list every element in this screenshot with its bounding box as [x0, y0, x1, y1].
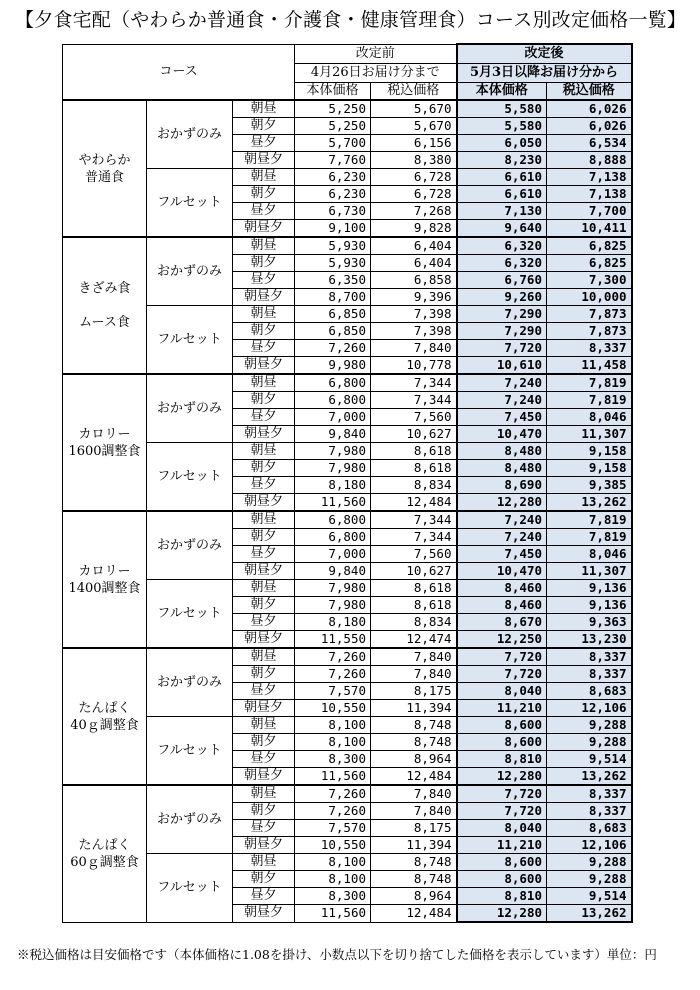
meal-type: 朝夕: [233, 323, 295, 340]
after-tax-price: 8,337: [547, 340, 632, 357]
before-base-price: 10,550: [295, 700, 371, 717]
meal-type: 朝夕: [233, 118, 295, 135]
meal-type: 昼夕: [233, 683, 295, 700]
header-before-sub: 4月26日お届け分まで: [295, 64, 457, 83]
before-tax-price: 10,778: [371, 357, 457, 375]
after-tax-price: 7,138: [547, 186, 632, 203]
before-base-price: 11,560: [295, 768, 371, 786]
after-base-price: 10,610: [457, 357, 547, 375]
after-base-price: 10,470: [457, 563, 547, 580]
before-base-price: 6,800: [295, 392, 371, 409]
after-tax-price: 11,307: [547, 563, 632, 580]
after-base-price: 8,690: [457, 477, 547, 494]
before-tax-price: 7,840: [371, 666, 457, 683]
after-tax-price: 9,158: [547, 443, 632, 460]
meal-type: 朝夕: [233, 734, 295, 751]
before-tax-price: 6,728: [371, 169, 457, 186]
after-tax-price: 8,337: [547, 803, 632, 820]
before-base-price: 8,180: [295, 477, 371, 494]
course-group-name: [63, 237, 147, 374]
before-base-price: 6,850: [295, 323, 371, 340]
after-base-price: 7,450: [457, 546, 547, 563]
before-tax-price: 7,560: [371, 546, 457, 563]
before-base-price: 7,260: [295, 666, 371, 683]
before-base-price: 7,760: [295, 152, 371, 169]
table-row: [63, 580, 632, 597]
meal-type: 朝夕: [233, 529, 295, 546]
after-base-price: 7,130: [457, 203, 547, 220]
after-base-price: 6,050: [457, 135, 547, 152]
before-base-price: 9,980: [295, 357, 371, 375]
before-base-price: 9,100: [295, 220, 371, 238]
table-row: [63, 511, 632, 529]
meal-type: 朝昼: [233, 306, 295, 323]
after-base-price: 12,280: [457, 494, 547, 512]
after-tax-price: 13,262: [547, 905, 632, 923]
before-tax-price: 11,394: [371, 700, 457, 717]
after-tax-price: 6,534: [547, 135, 632, 152]
meal-type: 朝昼: [233, 580, 295, 597]
meal-type: 昼夕: [233, 546, 295, 563]
meal-type: 昼夕: [233, 477, 295, 494]
meal-type: 昼夕: [233, 888, 295, 905]
after-tax-price: 7,819: [547, 392, 632, 409]
course-group-line: やわらか: [78, 152, 131, 168]
page-title: 【夕食宅配（やわらか普通食・介護食・健康管理食）コース別改定価格一覧】: [15, 9, 687, 31]
before-base-price: 7,000: [295, 409, 371, 426]
after-base-price: 12,250: [457, 631, 547, 649]
after-base-price: 7,240: [457, 392, 547, 409]
before-tax-price: 9,396: [371, 289, 457, 306]
before-base-price: 10,550: [295, 837, 371, 854]
after-tax-price: 9,363: [547, 614, 632, 631]
header-after-base: 本体価格: [457, 83, 547, 101]
course-group-name: [63, 511, 147, 648]
meal-type: 朝夕: [233, 392, 295, 409]
course-group-line: 1600調整食: [68, 443, 141, 459]
sub-course-name: おかずのみ: [147, 237, 233, 306]
meal-type: 昼夕: [233, 751, 295, 768]
meal-type: 朝夕: [233, 803, 295, 820]
before-base-price: 8,300: [295, 751, 371, 768]
course-group-line: たんぱく: [78, 700, 131, 716]
meal-type: 朝夕: [233, 666, 295, 683]
course-group-line: カロリー: [78, 426, 131, 442]
table-row: [63, 717, 632, 734]
before-tax-price: 7,344: [371, 511, 457, 529]
before-base-price: 11,560: [295, 494, 371, 512]
meal-type: 昼夕: [233, 340, 295, 357]
before-base-price: 6,800: [295, 529, 371, 546]
header-after-tax: 税込価格: [547, 83, 632, 101]
after-base-price: 8,600: [457, 734, 547, 751]
after-base-price: 7,720: [457, 803, 547, 820]
before-tax-price: 7,398: [371, 323, 457, 340]
before-base-price: 7,980: [295, 580, 371, 597]
before-tax-price: 12,484: [371, 494, 457, 512]
after-base-price: 6,320: [457, 237, 547, 255]
before-tax-price: 7,268: [371, 203, 457, 220]
meal-type: 朝昼夕: [233, 357, 295, 375]
after-tax-price: 6,026: [547, 118, 632, 135]
course-group-line: カロリー: [78, 563, 131, 579]
meal-type: 朝昼: [233, 648, 295, 666]
table-row: [63, 648, 632, 666]
after-tax-price: 11,458: [547, 357, 632, 375]
before-tax-price: 8,618: [371, 597, 457, 614]
meal-type: 朝昼夕: [233, 426, 295, 443]
sub-course-name: フルセット: [147, 306, 233, 375]
after-tax-price: 6,825: [547, 255, 632, 272]
before-tax-price: 5,670: [371, 100, 457, 118]
after-base-price: 8,460: [457, 597, 547, 614]
sub-course-name: おかずのみ: [147, 785, 233, 854]
before-base-price: 8,100: [295, 717, 371, 734]
after-base-price: 8,810: [457, 888, 547, 905]
before-tax-price: 8,380: [371, 152, 457, 169]
after-tax-price: 9,514: [547, 751, 632, 768]
before-tax-price: 7,344: [371, 392, 457, 409]
after-base-price: 9,640: [457, 220, 547, 238]
after-tax-price: 7,819: [547, 374, 632, 392]
meal-type: 朝昼夕: [233, 494, 295, 512]
meal-type: 朝昼夕: [233, 905, 295, 923]
meal-type: 朝昼: [233, 443, 295, 460]
after-base-price: 5,580: [457, 100, 547, 118]
after-tax-price: 9,158: [547, 460, 632, 477]
before-tax-price: 8,834: [371, 614, 457, 631]
after-base-price: 8,460: [457, 580, 547, 597]
sub-course-name: フルセット: [147, 854, 233, 923]
sub-course-name: おかずのみ: [147, 100, 233, 169]
after-base-price: 7,240: [457, 511, 547, 529]
before-tax-price: 7,398: [371, 306, 457, 323]
before-base-price: 7,260: [295, 803, 371, 820]
before-base-price: 11,550: [295, 631, 371, 649]
meal-type: 昼夕: [233, 203, 295, 220]
after-tax-price: 8,337: [547, 648, 632, 666]
after-tax-price: 8,046: [547, 546, 632, 563]
before-base-price: 6,850: [295, 306, 371, 323]
after-base-price: 6,610: [457, 186, 547, 203]
course-group-name: [63, 374, 147, 511]
before-base-price: 7,260: [295, 648, 371, 666]
header-course: コース: [63, 44, 295, 100]
price-table: [62, 43, 633, 923]
before-tax-price: 7,344: [371, 529, 457, 546]
after-tax-price: 7,700: [547, 203, 632, 220]
after-base-price: 8,600: [457, 871, 547, 888]
meal-type: 昼夕: [233, 135, 295, 152]
after-base-price: 8,600: [457, 854, 547, 871]
meal-type: 朝昼: [233, 854, 295, 871]
after-tax-price: 8,337: [547, 666, 632, 683]
before-tax-price: 8,964: [371, 888, 457, 905]
before-base-price: 7,260: [295, 340, 371, 357]
before-tax-price: 10,627: [371, 426, 457, 443]
meal-type: 昼夕: [233, 409, 295, 426]
before-tax-price: 8,618: [371, 443, 457, 460]
meal-type: 朝昼夕: [233, 152, 295, 169]
before-base-price: 6,800: [295, 511, 371, 529]
before-tax-price: 5,670: [371, 118, 457, 135]
header-after-label: 改定後: [457, 44, 632, 64]
meal-type: 昼夕: [233, 820, 295, 837]
after-tax-price: 9,288: [547, 734, 632, 751]
before-base-price: 7,980: [295, 443, 371, 460]
before-base-price: 9,840: [295, 563, 371, 580]
table-row: [63, 374, 632, 392]
before-tax-price: 7,344: [371, 374, 457, 392]
after-tax-price: 6,825: [547, 237, 632, 255]
after-tax-price: 11,307: [547, 426, 632, 443]
after-tax-price: 9,288: [547, 717, 632, 734]
table-row: [63, 785, 632, 803]
before-tax-price: 12,484: [371, 768, 457, 786]
after-base-price: 5,580: [457, 118, 547, 135]
table-row: [63, 169, 632, 186]
meal-type: 朝昼夕: [233, 220, 295, 238]
after-tax-price: 9,288: [547, 854, 632, 871]
sub-course-name: おかずのみ: [147, 648, 233, 717]
after-tax-price: 9,136: [547, 580, 632, 597]
after-tax-price: 9,514: [547, 888, 632, 905]
after-tax-price: 13,230: [547, 631, 632, 649]
meal-type: 朝夕: [233, 255, 295, 272]
after-base-price: 8,040: [457, 683, 547, 700]
after-base-price: 7,720: [457, 666, 547, 683]
table-row: [63, 237, 632, 255]
after-tax-price: 8,046: [547, 409, 632, 426]
before-base-price: 5,700: [295, 135, 371, 152]
meal-type: 朝夕: [233, 186, 295, 203]
meal-type: 朝昼夕: [233, 768, 295, 786]
table-row: [63, 443, 632, 460]
before-tax-price: 7,840: [371, 648, 457, 666]
before-tax-price: 8,748: [371, 717, 457, 734]
after-tax-price: 7,873: [547, 306, 632, 323]
before-base-price: 6,800: [295, 374, 371, 392]
after-tax-price: 7,138: [547, 169, 632, 186]
meal-type: 昼夕: [233, 614, 295, 631]
meal-type: 朝昼: [233, 237, 295, 255]
after-base-price: 7,720: [457, 785, 547, 803]
meal-type: 昼夕: [233, 272, 295, 289]
after-base-price: 7,240: [457, 374, 547, 392]
before-tax-price: 8,175: [371, 683, 457, 700]
after-tax-price: 9,288: [547, 871, 632, 888]
before-tax-price: 7,840: [371, 803, 457, 820]
before-tax-price: 7,840: [371, 785, 457, 803]
after-tax-price: 12,106: [547, 700, 632, 717]
after-base-price: 8,230: [457, 152, 547, 169]
before-tax-price: 9,828: [371, 220, 457, 238]
after-base-price: 8,670: [457, 614, 547, 631]
after-base-price: 7,240: [457, 529, 547, 546]
after-base-price: 8,040: [457, 820, 547, 837]
before-base-price: 8,100: [295, 734, 371, 751]
after-base-price: 6,610: [457, 169, 547, 186]
after-tax-price: 10,000: [547, 289, 632, 306]
header-before-tax: 税込価格: [371, 83, 457, 101]
after-tax-price: 8,337: [547, 785, 632, 803]
before-tax-price: 7,560: [371, 409, 457, 426]
after-base-price: 7,450: [457, 409, 547, 426]
after-base-price: 11,210: [457, 700, 547, 717]
before-tax-price: 8,175: [371, 820, 457, 837]
before-tax-price: 6,858: [371, 272, 457, 289]
before-base-price: 6,230: [295, 186, 371, 203]
after-tax-price: 13,262: [547, 768, 632, 786]
before-tax-price: 12,484: [371, 905, 457, 923]
before-base-price: 8,300: [295, 888, 371, 905]
after-tax-price: 6,026: [547, 100, 632, 118]
before-base-price: 7,000: [295, 546, 371, 563]
before-base-price: 5,250: [295, 118, 371, 135]
sub-course-name: フルセット: [147, 443, 233, 512]
course-group-name: [63, 648, 147, 785]
before-base-price: 7,980: [295, 460, 371, 477]
course-group-line: きざみ食: [78, 281, 131, 296]
course-group-line: たんぱく: [78, 837, 131, 853]
table-row: [63, 306, 632, 323]
after-base-price: 7,290: [457, 306, 547, 323]
after-tax-price: 12,106: [547, 837, 632, 854]
before-base-price: 6,730: [295, 203, 371, 220]
after-tax-price: 7,819: [547, 529, 632, 546]
before-tax-price: 11,394: [371, 837, 457, 854]
meal-type: 朝夕: [233, 460, 295, 477]
after-tax-price: 7,819: [547, 511, 632, 529]
before-tax-price: 8,748: [371, 854, 457, 871]
after-tax-price: 9,385: [547, 477, 632, 494]
after-tax-price: 8,683: [547, 820, 632, 837]
before-base-price: 8,100: [295, 854, 371, 871]
sub-course-name: フルセット: [147, 169, 233, 238]
table-row: [63, 854, 632, 871]
after-base-price: 7,720: [457, 648, 547, 666]
meal-type: 朝昼: [233, 511, 295, 529]
meal-type: 朝昼: [233, 785, 295, 803]
after-tax-price: 8,888: [547, 152, 632, 169]
meal-type: 朝昼夕: [233, 289, 295, 306]
course-group-line: 40ｇ調整食: [70, 717, 139, 733]
meal-type: 朝昼夕: [233, 563, 295, 580]
meal-type: 朝夕: [233, 597, 295, 614]
sub-course-name: おかずのみ: [147, 374, 233, 443]
after-tax-price: 13,262: [547, 494, 632, 512]
before-tax-price: 8,964: [371, 751, 457, 768]
after-tax-price: 7,873: [547, 323, 632, 340]
meal-type: 朝昼夕: [233, 837, 295, 854]
footnote: ※税込価格は目安価格です（本体価格に1.08を掛け、小数点以下を切り捨てした価格を表示しています）単位：円: [17, 947, 657, 962]
sub-course-name: フルセット: [147, 717, 233, 786]
before-base-price: 5,930: [295, 255, 371, 272]
sub-course-name: おかずのみ: [147, 511, 233, 580]
after-base-price: 6,760: [457, 272, 547, 289]
after-tax-price: 10,411: [547, 220, 632, 238]
before-base-price: 7,980: [295, 597, 371, 614]
before-base-price: 8,100: [295, 871, 371, 888]
course-group-line: 60ｇ調整食: [70, 854, 139, 870]
before-tax-price: 6,156: [371, 135, 457, 152]
before-base-price: 7,570: [295, 683, 371, 700]
after-base-price: 10,470: [457, 426, 547, 443]
before-tax-price: 8,618: [371, 460, 457, 477]
before-base-price: 11,560: [295, 905, 371, 923]
before-tax-price: 7,840: [371, 340, 457, 357]
after-base-price: 8,810: [457, 751, 547, 768]
before-tax-price: 10,627: [371, 563, 457, 580]
meal-type: 朝昼夕: [233, 700, 295, 717]
after-base-price: 12,280: [457, 768, 547, 786]
before-base-price: 5,250: [295, 100, 371, 118]
before-tax-price: 8,834: [371, 477, 457, 494]
meal-type: 朝夕: [233, 871, 295, 888]
before-base-price: 6,350: [295, 272, 371, 289]
price-table-body: [63, 100, 632, 922]
after-base-price: 12,280: [457, 905, 547, 923]
after-base-price: 8,480: [457, 443, 547, 460]
before-tax-price: 12,474: [371, 631, 457, 649]
after-tax-price: 7,300: [547, 272, 632, 289]
meal-type: 朝昼: [233, 169, 295, 186]
after-base-price: 6,320: [457, 255, 547, 272]
before-tax-price: 8,748: [371, 871, 457, 888]
before-tax-price: 6,404: [371, 237, 457, 255]
before-base-price: 8,700: [295, 289, 371, 306]
course-group-name: [63, 785, 147, 922]
sub-course-name: フルセット: [147, 580, 233, 649]
before-base-price: 8,180: [295, 614, 371, 631]
header-before-base: 本体価格: [295, 83, 371, 101]
meal-type: 朝昼: [233, 100, 295, 118]
meal-type: 朝昼: [233, 374, 295, 392]
header-before-label: 改定前: [295, 44, 457, 64]
table-row: [63, 100, 632, 118]
after-base-price: 9,260: [457, 289, 547, 306]
after-tax-price: 9,136: [547, 597, 632, 614]
before-tax-price: 6,728: [371, 186, 457, 203]
after-base-price: 8,480: [457, 460, 547, 477]
course-group-name: [63, 100, 147, 237]
course-group-line: 普通食: [84, 169, 124, 185]
after-tax-price: 8,683: [547, 683, 632, 700]
before-base-price: 5,930: [295, 237, 371, 255]
after-base-price: 7,290: [457, 323, 547, 340]
before-base-price: 9,840: [295, 426, 371, 443]
before-base-price: 7,570: [295, 820, 371, 837]
after-base-price: 7,720: [457, 340, 547, 357]
before-tax-price: 6,404: [371, 255, 457, 272]
course-group-line: ムース食: [79, 315, 130, 330]
header-after-sub: 5月3日以降お届け分から: [457, 64, 632, 83]
before-base-price: 6,230: [295, 169, 371, 186]
after-base-price: 8,600: [457, 717, 547, 734]
meal-type: 朝昼: [233, 717, 295, 734]
meal-type: 朝昼夕: [233, 631, 295, 649]
course-group-line: 1400調整食: [68, 580, 141, 596]
before-tax-price: 8,748: [371, 734, 457, 751]
before-tax-price: 8,618: [371, 580, 457, 597]
before-base-price: 7,260: [295, 785, 371, 803]
course-group-line: [63, 297, 146, 314]
after-base-price: 11,210: [457, 837, 547, 854]
